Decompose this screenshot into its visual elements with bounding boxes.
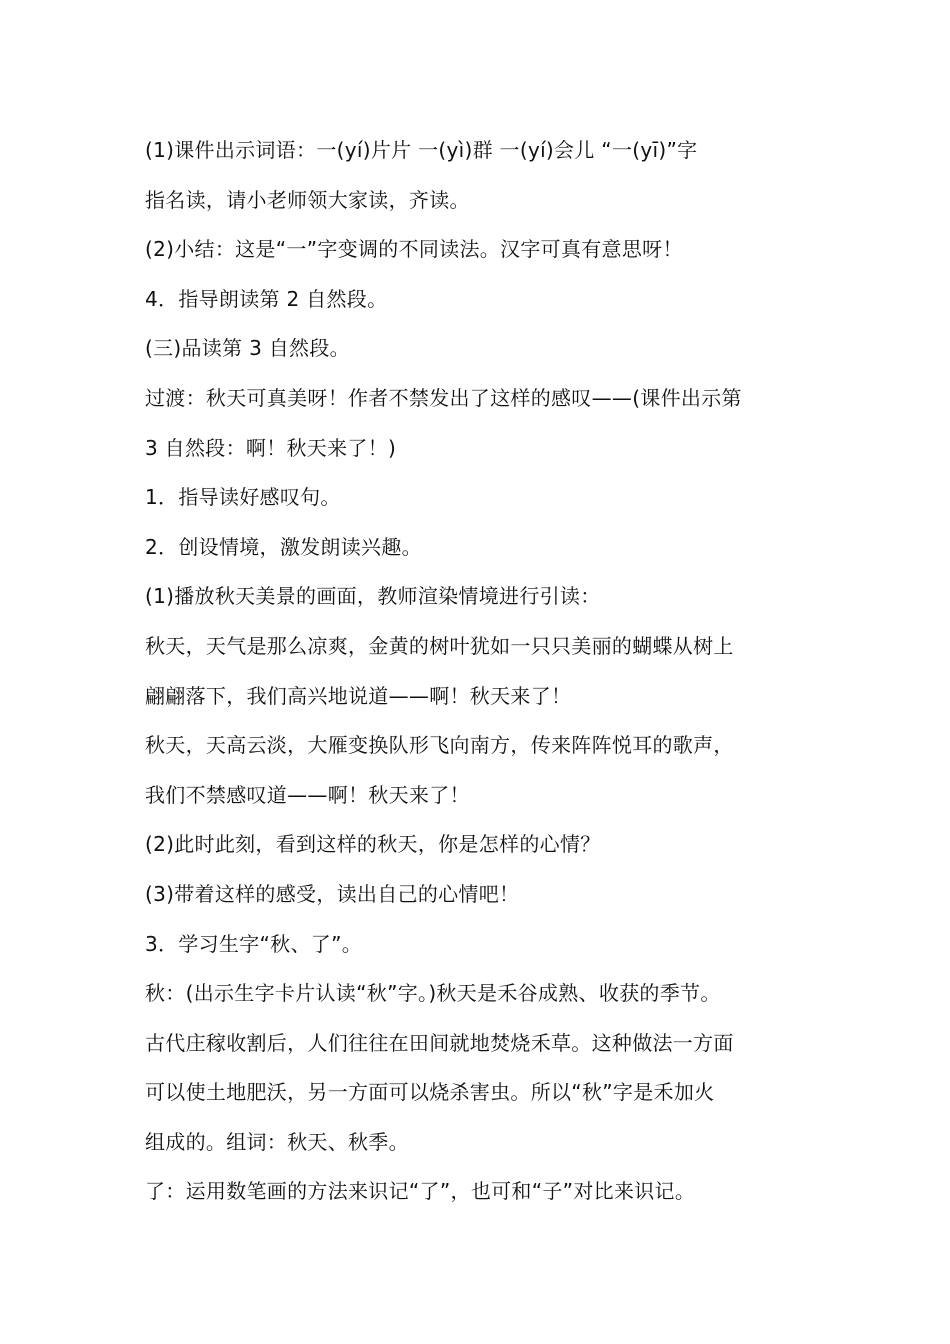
text-line-12: 翩翩落下，我们高兴地说道——啊！秋天来了！: [145, 683, 572, 708]
text-line-1: (1)课件出示词语：一(yí)片片 一(yì)群 一(yí)会儿 “一(yī)”字: [145, 138, 698, 162]
text-line-15: (2)此时此刻，看到这样的秋天，你是怎样的心情？: [145, 832, 601, 857]
text-line-18: 秋：(出示生字卡片认读“秋”字。)秋天是禾谷成熟、收获的季节。: [145, 981, 721, 1006]
text-line-3: (2)小结：这是“一”字变调的不同读法。汉字可真有意思呀！: [145, 237, 683, 262]
text-line-6: 过渡：秋天可真美呀！作者不禁发出了这样的感叹——(课件出示第: [145, 385, 742, 410]
text-line-7: 3 自然段：啊！秋天来了！): [145, 435, 397, 460]
text-line-16: (3)带着这样的感受，读出自己的心情吧！: [145, 881, 520, 906]
document-body: [145, 126, 815, 1217]
text-line-9: 2．创设情境，激发朗读兴趣。: [145, 534, 422, 559]
text-line-11: 秋天，天气是那么凉爽，金黄的树叶犹如一只只美丽的蝴蝶从树上: [145, 633, 734, 658]
text-line-22: 了：运用数笔画的方法来识记“了”，也可和“子”对比来识记。: [145, 1179, 696, 1204]
text-line-13: 秋天，天高云淡，大雁变换队形飞向南方，传来阵阵悦耳的歌声，: [145, 733, 734, 758]
text-line-2: 指名读，请小老师领大家读，齐读。: [145, 187, 470, 212]
text-line-10: (1)播放秋天美景的画面，教师渲染情境进行引读：: [145, 584, 601, 609]
text-line-17: 3．学习生字“秋、了”。: [145, 931, 363, 956]
text-line-19: 古代庄稼收割后，人们往往在田间就地焚烧禾草。这种做法一方面: [145, 1030, 734, 1055]
text-line-8: 1．指导读好感叹句。: [145, 485, 341, 510]
text-line-5: (三)品读第 3 自然段。: [145, 336, 350, 361]
text-line-14: 我们不禁感叹道——啊！秋天来了！: [145, 782, 470, 807]
text-line-20: 可以使土地肥沃，另一方面可以烧杀害虫。所以“秋”字是禾加火: [145, 1080, 715, 1105]
text-line-4: 4．指导朗读第 2 自然段。: [145, 286, 388, 311]
text-line-21: 组成的。组词：秋天、秋季。: [145, 1129, 409, 1154]
